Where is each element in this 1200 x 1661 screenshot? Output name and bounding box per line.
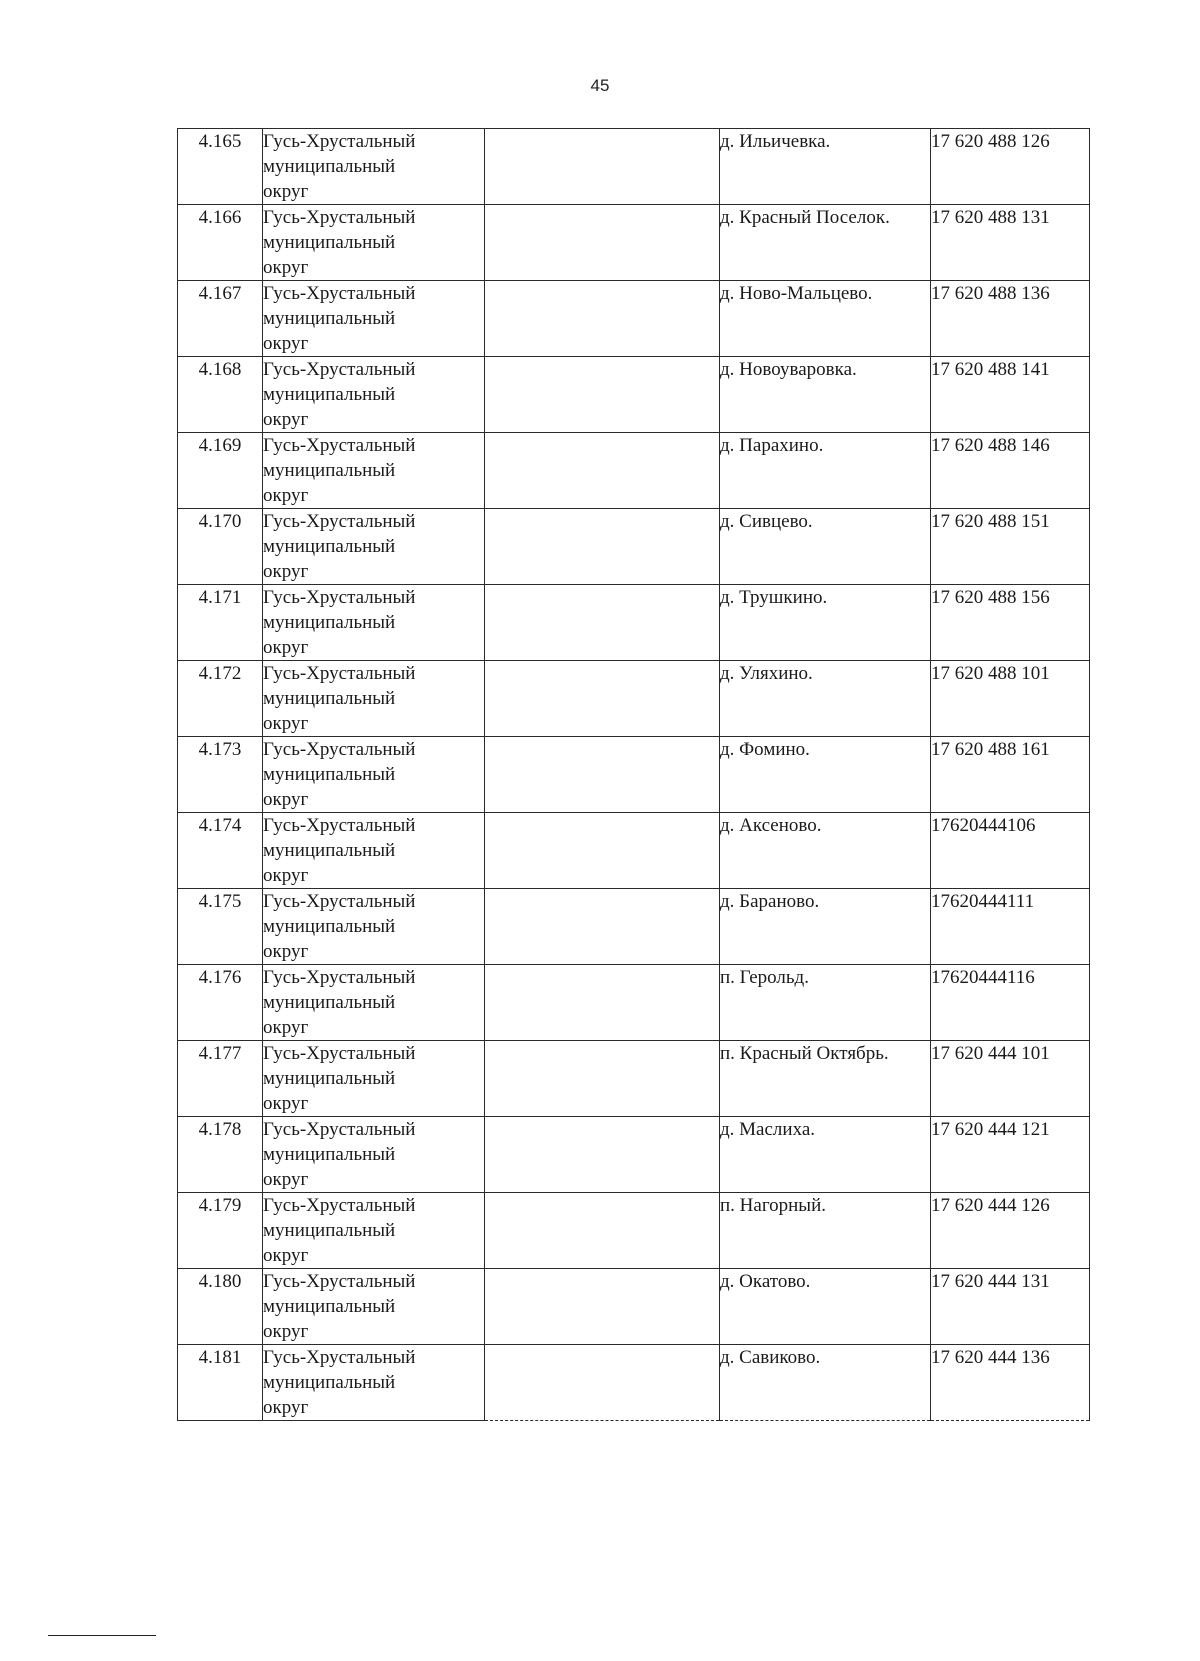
page-number: 45 — [590, 76, 610, 95]
district-line: Гусь-Хрустальный — [263, 587, 416, 608]
oktmo-code: 17 620 444 121 — [931, 1117, 1090, 1193]
row-number: 4.165 — [178, 129, 263, 205]
row-number: 4.175 — [178, 889, 263, 965]
district-line: муниципальный — [263, 460, 396, 481]
table-row — [178, 205, 1090, 281]
district-line: Гусь-Хрустальный — [263, 1043, 416, 1064]
row-number: 4.181 — [178, 1345, 263, 1421]
row-number: 4.178 — [178, 1117, 263, 1193]
district-line: округ — [263, 333, 309, 354]
district-line: округ — [263, 1169, 309, 1190]
district-line: Гусь-Хрустальный — [263, 663, 416, 684]
oktmo-code: 17 620 488 151 — [931, 509, 1090, 585]
row-number: 4.173 — [178, 737, 263, 813]
oktmo-code: 17 620 488 101 — [931, 661, 1090, 737]
district-line: Гусь-Хрустальный — [263, 891, 416, 912]
empty-cell — [485, 281, 720, 357]
settlement-name: д. Фомино. — [720, 737, 931, 813]
district-line: Гусь-Хрустальный — [263, 131, 416, 152]
table-row — [178, 585, 1090, 661]
district-line: Гусь-Хрустальный — [263, 359, 416, 380]
empty-cell — [485, 585, 720, 661]
district-line: Гусь-Хрустальный — [263, 207, 416, 228]
district-line: округ — [263, 1245, 309, 1266]
district-cell — [263, 1117, 485, 1193]
settlement-name: д. Красный Поселок. — [720, 205, 931, 281]
settlement-name: д. Окатово. — [720, 1269, 931, 1345]
table-row — [178, 129, 1090, 205]
oktmo-code: 17 620 444 126 — [931, 1193, 1090, 1269]
settlement-name: д. Бараново. — [720, 889, 931, 965]
empty-cell — [485, 737, 720, 813]
settlement-name: д. Ново-Мальцево. — [720, 281, 931, 357]
district-cell — [263, 1193, 485, 1269]
empty-cell — [485, 965, 720, 1041]
settlement-name: д. Уляхино. — [720, 661, 931, 737]
table-row — [178, 661, 1090, 737]
district-line: округ — [263, 409, 309, 430]
district-line: Гусь-Хрустальный — [263, 815, 416, 836]
settlement-name: д. Трушкино. — [720, 585, 931, 661]
district-line: Гусь-Хрустальный — [263, 1271, 416, 1292]
settlement-name: д. Савиково. — [720, 1345, 931, 1421]
settlement-name: д. Ильичевка. — [720, 129, 931, 205]
row-number: 4.166 — [178, 205, 263, 281]
district-line: муниципальный — [263, 992, 396, 1013]
settlement-name: д. Маслиха. — [720, 1117, 931, 1193]
row-number: 4.177 — [178, 1041, 263, 1117]
empty-cell — [485, 813, 720, 889]
district-line: округ — [263, 1397, 309, 1418]
table-row — [178, 281, 1090, 357]
empty-cell — [485, 509, 720, 585]
empty-cell — [485, 1269, 720, 1345]
district-line: муниципальный — [263, 764, 396, 785]
district-cell — [263, 205, 485, 281]
table-row — [178, 1345, 1090, 1421]
table-row — [178, 1269, 1090, 1345]
oktmo-code: 17 620 488 156 — [931, 585, 1090, 661]
district-line: Гусь-Хрустальный — [263, 1347, 416, 1368]
district-cell — [263, 965, 485, 1041]
table-row — [178, 357, 1090, 433]
row-number: 4.170 — [178, 509, 263, 585]
district-cell — [263, 661, 485, 737]
district-cell — [263, 813, 485, 889]
empty-cell — [485, 661, 720, 737]
oktmo-code: 17 620 444 101 — [931, 1041, 1090, 1117]
district-line: муниципальный — [263, 1144, 396, 1165]
district-line: округ — [263, 485, 309, 506]
district-line: Гусь-Хрустальный — [263, 967, 416, 988]
oktmo-code: 17620444106 — [931, 813, 1090, 889]
district-line: муниципальный — [263, 536, 396, 557]
settlement-name: д. Сивцево. — [720, 509, 931, 585]
row-number: 4.176 — [178, 965, 263, 1041]
empty-cell — [485, 205, 720, 281]
district-cell — [263, 281, 485, 357]
table-row — [178, 737, 1090, 813]
district-line: муниципальный — [263, 384, 396, 405]
district-line: Гусь-Хрустальный — [263, 1195, 416, 1216]
district-cell — [263, 1041, 485, 1117]
district-line: Гусь-Хрустальный — [263, 511, 416, 532]
district-line: округ — [263, 713, 309, 734]
district-line: Гусь-Хрустальный — [263, 739, 416, 760]
district-line: округ — [263, 865, 309, 886]
oktmo-code: 17 620 488 126 — [931, 129, 1090, 205]
district-line: округ — [263, 789, 309, 810]
empty-cell — [485, 129, 720, 205]
district-line: округ — [263, 561, 309, 582]
district-line: Гусь-Хрустальный — [263, 435, 416, 456]
district-line: муниципальный — [263, 1296, 396, 1317]
district-line: округ — [263, 1093, 309, 1114]
district-line: Гусь-Хрустальный — [263, 283, 416, 304]
district-cell — [263, 1269, 485, 1345]
district-line: округ — [263, 637, 309, 658]
district-cell — [263, 1345, 485, 1421]
table-row — [178, 965, 1090, 1041]
district-line: округ — [263, 257, 309, 278]
settlements-table — [177, 128, 1090, 1421]
table-row — [178, 1193, 1090, 1269]
empty-cell — [485, 889, 720, 965]
settlement-name: д. Парахино. — [720, 433, 931, 509]
district-cell — [263, 737, 485, 813]
district-line: муниципальный — [263, 916, 396, 937]
row-number: 4.171 — [178, 585, 263, 661]
oktmo-code: 17 620 488 141 — [931, 357, 1090, 433]
oktmo-code: 17620444111 — [931, 889, 1090, 965]
table-row — [178, 813, 1090, 889]
district-line: муниципальный — [263, 612, 396, 633]
district-line: муниципальный — [263, 1372, 396, 1393]
district-line: муниципальный — [263, 1220, 396, 1241]
oktmo-code: 17 620 444 131 — [931, 1269, 1090, 1345]
district-line: округ — [263, 1017, 309, 1038]
district-cell — [263, 129, 485, 205]
district-line: муниципальный — [263, 688, 396, 709]
settlement-name: д. Аксеново. — [720, 813, 931, 889]
district-line: муниципальный — [263, 840, 396, 861]
row-number: 4.169 — [178, 433, 263, 509]
oktmo-code: 17 620 488 146 — [931, 433, 1090, 509]
empty-cell — [485, 1117, 720, 1193]
district-line: округ — [263, 181, 309, 202]
district-line: муниципальный — [263, 232, 396, 253]
oktmo-code: 17 620 444 136 — [931, 1345, 1090, 1421]
empty-cell — [485, 357, 720, 433]
district-line: округ — [263, 941, 309, 962]
district-cell — [263, 889, 485, 965]
settlement-name: п. Нагорный. — [720, 1193, 931, 1269]
table-row — [178, 433, 1090, 509]
settlement-name: п. Герольд. — [720, 965, 931, 1041]
district-line: муниципальный — [263, 1068, 396, 1089]
district-line: муниципальный — [263, 156, 396, 177]
district-cell — [263, 433, 485, 509]
row-number: 4.180 — [178, 1269, 263, 1345]
row-number: 4.172 — [178, 661, 263, 737]
row-number: 4.168 — [178, 357, 263, 433]
empty-cell — [485, 1193, 720, 1269]
empty-cell — [485, 1345, 720, 1421]
district-cell — [263, 585, 485, 661]
table-row — [178, 1041, 1090, 1117]
oktmo-code: 17 620 488 136 — [931, 281, 1090, 357]
oktmo-code: 17 620 488 161 — [931, 737, 1090, 813]
oktmo-code: 17620444116 — [931, 965, 1090, 1041]
district-line: округ — [263, 1321, 309, 1342]
district-cell — [263, 357, 485, 433]
row-number: 4.167 — [178, 281, 263, 357]
table-row — [178, 889, 1090, 965]
settlement-name: д. Новоуваровка. — [720, 357, 931, 433]
district-line: муниципальный — [263, 308, 396, 329]
empty-cell — [485, 1041, 720, 1117]
empty-cell — [485, 433, 720, 509]
row-number: 4.179 — [178, 1193, 263, 1269]
row-number: 4.174 — [178, 813, 263, 889]
table-row — [178, 1117, 1090, 1193]
district-line: Гусь-Хрустальный — [263, 1119, 416, 1140]
table-row — [178, 509, 1090, 585]
footnote-rule — [48, 1635, 156, 1636]
settlement-name: п. Красный Октябрь. — [720, 1041, 931, 1117]
oktmo-code: 17 620 488 131 — [931, 205, 1090, 281]
table-body — [178, 129, 1090, 1421]
district-cell — [263, 509, 485, 585]
